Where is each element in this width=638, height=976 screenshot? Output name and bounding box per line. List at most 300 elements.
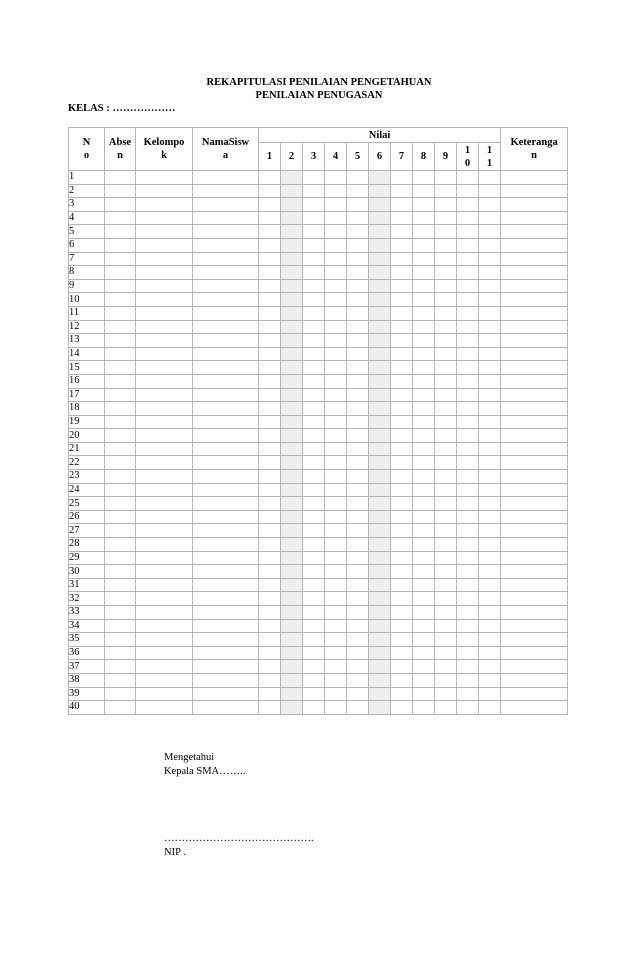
cell-nilai-7 (391, 361, 413, 375)
cell-keterangan (501, 592, 568, 606)
cell-nilai-3 (303, 334, 325, 348)
cell-nilai-7 (391, 456, 413, 470)
cell-absen (105, 619, 136, 633)
cell-nilai-8 (413, 225, 435, 239)
cell-nilai-9 (435, 442, 457, 456)
cell-nilai-3 (303, 483, 325, 497)
cell-nilai-3 (303, 633, 325, 647)
cell-nilai-2 (281, 646, 303, 660)
table-row (69, 660, 568, 674)
header-kelompok: Kelompo k (136, 128, 193, 171)
cell-nilai-1 (259, 442, 281, 456)
cell-nilai-3 (303, 701, 325, 715)
cell-nilai-1 (259, 538, 281, 552)
row-number: 19 (69, 415, 105, 429)
cell-nilai-9 (435, 225, 457, 239)
cell-nilai-8 (413, 497, 435, 511)
table-row (69, 551, 568, 565)
cell-nilai-2 (281, 402, 303, 416)
cell-absen (105, 578, 136, 592)
cell-nilai-6 (369, 551, 391, 565)
cell-nilai-7 (391, 687, 413, 701)
cell-nilai-9 (435, 388, 457, 402)
cell-nilai-9 (435, 578, 457, 592)
cell-nilai-10 (457, 293, 479, 307)
cell-nilai-10 (457, 266, 479, 280)
cell-keterangan (501, 701, 568, 715)
cell-kelompok (136, 402, 193, 416)
cell-nilai-10 (457, 551, 479, 565)
table-row (69, 320, 568, 334)
table-row (69, 524, 568, 538)
row-number: 32 (69, 592, 105, 606)
cell-kelompok (136, 293, 193, 307)
header-nilai-5: 5 (347, 143, 369, 171)
cell-nilai-10 (457, 402, 479, 416)
cell-nilai-11 (479, 334, 501, 348)
cell-keterangan (501, 171, 568, 185)
cell-absen (105, 415, 136, 429)
cell-nilai-5 (347, 225, 369, 239)
table-row (69, 483, 568, 497)
cell-nilai-4 (325, 306, 347, 320)
cell-nilai-10 (457, 646, 479, 660)
cell-kelompok (136, 184, 193, 198)
cell-absen (105, 306, 136, 320)
cell-nilai-7 (391, 211, 413, 225)
cell-nilai-5 (347, 510, 369, 524)
cell-nilai-2 (281, 633, 303, 647)
cell-nilai-6 (369, 633, 391, 647)
cell-nama-siswa (193, 687, 259, 701)
cell-nama-siswa (193, 293, 259, 307)
cell-kelompok (136, 470, 193, 484)
table-row (69, 388, 568, 402)
cell-nilai-7 (391, 538, 413, 552)
cell-nilai-10 (457, 306, 479, 320)
cell-nilai-4 (325, 211, 347, 225)
cell-kelompok (136, 306, 193, 320)
cell-absen (105, 470, 136, 484)
cell-nilai-4 (325, 551, 347, 565)
table-row (69, 470, 568, 484)
cell-nilai-3 (303, 497, 325, 511)
cell-nama-siswa (193, 701, 259, 715)
cell-nilai-8 (413, 361, 435, 375)
cell-nama-siswa (193, 266, 259, 280)
cell-nilai-8 (413, 293, 435, 307)
cell-nilai-8 (413, 402, 435, 416)
cell-nilai-3 (303, 415, 325, 429)
cell-nilai-10 (457, 320, 479, 334)
cell-nilai-4 (325, 633, 347, 647)
cell-nilai-3 (303, 374, 325, 388)
row-number: 16 (69, 374, 105, 388)
cell-nilai-9 (435, 361, 457, 375)
cell-nilai-8 (413, 673, 435, 687)
cell-nilai-4 (325, 578, 347, 592)
cell-nilai-10 (457, 347, 479, 361)
cell-nilai-7 (391, 334, 413, 348)
cell-nilai-10 (457, 592, 479, 606)
cell-nilai-1 (259, 470, 281, 484)
cell-nilai-11 (479, 361, 501, 375)
table-row (69, 497, 568, 511)
cell-nilai-5 (347, 592, 369, 606)
cell-nilai-2 (281, 225, 303, 239)
cell-nilai-8 (413, 483, 435, 497)
cell-nilai-9 (435, 538, 457, 552)
cell-kelompok (136, 565, 193, 579)
cell-kelompok (136, 374, 193, 388)
cell-kelompok (136, 388, 193, 402)
cell-nilai-4 (325, 266, 347, 280)
cell-nilai-10 (457, 198, 479, 212)
cell-nilai-7 (391, 470, 413, 484)
cell-nilai-7 (391, 415, 413, 429)
cell-nilai-1 (259, 660, 281, 674)
cell-nilai-9 (435, 184, 457, 198)
cell-absen (105, 402, 136, 416)
row-number: 3 (69, 198, 105, 212)
cell-kelompok (136, 592, 193, 606)
cell-nilai-6 (369, 619, 391, 633)
cell-nilai-5 (347, 442, 369, 456)
cell-nilai-5 (347, 660, 369, 674)
cell-nilai-4 (325, 497, 347, 511)
cell-kelompok (136, 483, 193, 497)
cell-nilai-6 (369, 701, 391, 715)
cell-nama-siswa (193, 320, 259, 334)
cell-nilai-2 (281, 497, 303, 511)
cell-kelompok (136, 551, 193, 565)
cell-absen (105, 442, 136, 456)
cell-nilai-8 (413, 524, 435, 538)
cell-nama-siswa (193, 402, 259, 416)
cell-nilai-3 (303, 347, 325, 361)
table-row (69, 334, 568, 348)
cell-nama-siswa (193, 673, 259, 687)
cell-nilai-1 (259, 524, 281, 538)
cell-kelompok (136, 171, 193, 185)
cell-nilai-6 (369, 673, 391, 687)
cell-nilai-6 (369, 442, 391, 456)
cell-nilai-2 (281, 606, 303, 620)
table-row (69, 565, 568, 579)
table-row (69, 306, 568, 320)
cell-absen (105, 184, 136, 198)
cell-nilai-11 (479, 211, 501, 225)
row-number: 34 (69, 619, 105, 633)
cell-nilai-6 (369, 361, 391, 375)
cell-nilai-4 (325, 279, 347, 293)
cell-nilai-8 (413, 510, 435, 524)
cell-nilai-8 (413, 334, 435, 348)
cell-nilai-7 (391, 483, 413, 497)
cell-nilai-8 (413, 306, 435, 320)
cell-nilai-4 (325, 388, 347, 402)
cell-nilai-9 (435, 415, 457, 429)
cell-keterangan (501, 497, 568, 511)
kelas-label: KELAS : ……………… (68, 103, 176, 114)
cell-nilai-1 (259, 252, 281, 266)
cell-nilai-10 (457, 538, 479, 552)
row-number: 17 (69, 388, 105, 402)
cell-nilai-1 (259, 334, 281, 348)
table-row (69, 687, 568, 701)
cell-absen (105, 293, 136, 307)
cell-nilai-2 (281, 592, 303, 606)
cell-nilai-8 (413, 171, 435, 185)
cell-nilai-3 (303, 606, 325, 620)
cell-nilai-11 (479, 524, 501, 538)
cell-nilai-10 (457, 225, 479, 239)
row-number: 18 (69, 402, 105, 416)
table-row (69, 633, 568, 647)
cell-nilai-3 (303, 225, 325, 239)
cell-nilai-6 (369, 320, 391, 334)
cell-absen (105, 606, 136, 620)
cell-nilai-5 (347, 211, 369, 225)
cell-nilai-11 (479, 429, 501, 443)
cell-nilai-7 (391, 184, 413, 198)
cell-nilai-1 (259, 687, 281, 701)
cell-nilai-1 (259, 673, 281, 687)
table-row (69, 592, 568, 606)
header-nilai-8: 8 (413, 143, 435, 171)
row-number: 12 (69, 320, 105, 334)
cell-nilai-2 (281, 565, 303, 579)
row-number: 39 (69, 687, 105, 701)
cell-kelompok (136, 619, 193, 633)
cell-nilai-4 (325, 606, 347, 620)
cell-nilai-8 (413, 388, 435, 402)
row-number: 10 (69, 293, 105, 307)
cell-nilai-7 (391, 266, 413, 280)
cell-absen (105, 211, 136, 225)
cell-nilai-10 (457, 334, 479, 348)
cell-absen (105, 538, 136, 552)
header-absen: Abse n (105, 128, 136, 171)
cell-nilai-3 (303, 673, 325, 687)
cell-nilai-7 (391, 510, 413, 524)
cell-nilai-5 (347, 293, 369, 307)
cell-nilai-6 (369, 483, 391, 497)
cell-nilai-11 (479, 388, 501, 402)
cell-kelompok (136, 347, 193, 361)
cell-nilai-1 (259, 510, 281, 524)
cell-nilai-6 (369, 578, 391, 592)
cell-nilai-11 (479, 238, 501, 252)
cell-nilai-3 (303, 660, 325, 674)
cell-nilai-1 (259, 456, 281, 470)
cell-nilai-4 (325, 483, 347, 497)
cell-nilai-9 (435, 211, 457, 225)
cell-nilai-4 (325, 320, 347, 334)
table-row (69, 606, 568, 620)
cell-kelompok (136, 252, 193, 266)
cell-absen (105, 524, 136, 538)
cell-nilai-1 (259, 171, 281, 185)
cell-keterangan (501, 619, 568, 633)
cell-nilai-8 (413, 252, 435, 266)
cell-kelompok (136, 687, 193, 701)
cell-kelompok (136, 497, 193, 511)
cell-nilai-8 (413, 660, 435, 674)
header-nilai-4: 4 (325, 143, 347, 171)
cell-nilai-4 (325, 646, 347, 660)
row-number: 23 (69, 470, 105, 484)
table-row (69, 701, 568, 715)
cell-nilai-6 (369, 198, 391, 212)
cell-nilai-4 (325, 293, 347, 307)
table-row (69, 578, 568, 592)
cell-nilai-5 (347, 334, 369, 348)
cell-nilai-5 (347, 279, 369, 293)
cell-nilai-3 (303, 361, 325, 375)
cell-nilai-4 (325, 225, 347, 239)
cell-keterangan (501, 279, 568, 293)
cell-nilai-10 (457, 565, 479, 579)
cell-nilai-5 (347, 619, 369, 633)
cell-nilai-10 (457, 279, 479, 293)
cell-keterangan (501, 551, 568, 565)
header-nilai-1: 1 (259, 143, 281, 171)
cell-nilai-3 (303, 293, 325, 307)
cell-nama-siswa (193, 646, 259, 660)
cell-nilai-1 (259, 646, 281, 660)
cell-nilai-8 (413, 320, 435, 334)
cell-nilai-6 (369, 374, 391, 388)
cell-nilai-4 (325, 252, 347, 266)
cell-kelompok (136, 198, 193, 212)
cell-nilai-7 (391, 633, 413, 647)
cell-nilai-2 (281, 334, 303, 348)
cell-absen (105, 279, 136, 293)
document-title: REKAPITULASI PENILAIAN PENGETAHUAN (206, 77, 432, 88)
cell-nilai-2 (281, 660, 303, 674)
cell-nilai-4 (325, 171, 347, 185)
cell-nilai-9 (435, 592, 457, 606)
cell-keterangan (501, 320, 568, 334)
cell-nilai-4 (325, 374, 347, 388)
cell-nilai-10 (457, 673, 479, 687)
cell-nilai-7 (391, 660, 413, 674)
cell-nilai-1 (259, 361, 281, 375)
cell-nama-siswa (193, 592, 259, 606)
cell-nama-siswa (193, 606, 259, 620)
cell-nilai-3 (303, 565, 325, 579)
cell-absen (105, 347, 136, 361)
cell-nilai-5 (347, 701, 369, 715)
cell-nilai-3 (303, 266, 325, 280)
cell-nilai-11 (479, 402, 501, 416)
cell-nilai-10 (457, 483, 479, 497)
cell-nilai-4 (325, 687, 347, 701)
cell-nilai-5 (347, 687, 369, 701)
cell-nilai-3 (303, 687, 325, 701)
cell-nilai-5 (347, 483, 369, 497)
cell-nilai-10 (457, 442, 479, 456)
cell-nilai-4 (325, 198, 347, 212)
cell-nilai-6 (369, 238, 391, 252)
cell-nilai-10 (457, 388, 479, 402)
cell-nama-siswa (193, 415, 259, 429)
cell-nilai-1 (259, 565, 281, 579)
cell-nama-siswa (193, 524, 259, 538)
cell-nilai-1 (259, 402, 281, 416)
cell-nilai-5 (347, 361, 369, 375)
cell-nilai-5 (347, 565, 369, 579)
cell-nilai-8 (413, 470, 435, 484)
cell-nilai-9 (435, 456, 457, 470)
cell-absen (105, 687, 136, 701)
cell-nilai-11 (479, 252, 501, 266)
cell-nilai-6 (369, 266, 391, 280)
cell-absen (105, 238, 136, 252)
cell-nilai-5 (347, 320, 369, 334)
table-row (69, 456, 568, 470)
cell-nilai-8 (413, 701, 435, 715)
cell-nilai-9 (435, 687, 457, 701)
table-row (69, 225, 568, 239)
cell-nilai-7 (391, 293, 413, 307)
cell-nilai-3 (303, 442, 325, 456)
cell-nilai-3 (303, 320, 325, 334)
cell-nilai-5 (347, 538, 369, 552)
cell-nilai-8 (413, 184, 435, 198)
cell-kelompok (136, 578, 193, 592)
table-row (69, 252, 568, 266)
cell-kelompok (136, 415, 193, 429)
cell-nilai-2 (281, 619, 303, 633)
cell-nilai-5 (347, 497, 369, 511)
cell-nilai-11 (479, 293, 501, 307)
cell-keterangan (501, 538, 568, 552)
cell-nilai-7 (391, 171, 413, 185)
cell-nilai-9 (435, 198, 457, 212)
cell-keterangan (501, 470, 568, 484)
cell-keterangan (501, 198, 568, 212)
cell-nilai-4 (325, 701, 347, 715)
cell-nilai-11 (479, 497, 501, 511)
cell-keterangan (501, 238, 568, 252)
cell-kelompok (136, 524, 193, 538)
cell-nilai-10 (457, 606, 479, 620)
cell-kelompok (136, 606, 193, 620)
cell-absen (105, 361, 136, 375)
cell-nama-siswa (193, 225, 259, 239)
cell-nilai-2 (281, 347, 303, 361)
cell-nilai-11 (479, 456, 501, 470)
row-number: 11 (69, 306, 105, 320)
cell-nilai-7 (391, 578, 413, 592)
cell-nilai-4 (325, 415, 347, 429)
cell-keterangan (501, 660, 568, 674)
cell-nilai-10 (457, 429, 479, 443)
cell-nilai-8 (413, 578, 435, 592)
cell-nilai-2 (281, 361, 303, 375)
cell-nilai-2 (281, 415, 303, 429)
cell-nama-siswa (193, 470, 259, 484)
cell-nilai-1 (259, 483, 281, 497)
cell-nilai-7 (391, 388, 413, 402)
cell-nilai-9 (435, 633, 457, 647)
cell-nilai-5 (347, 306, 369, 320)
cell-nilai-5 (347, 252, 369, 266)
header-nilai: Nilai (259, 128, 501, 143)
cell-nilai-11 (479, 483, 501, 497)
